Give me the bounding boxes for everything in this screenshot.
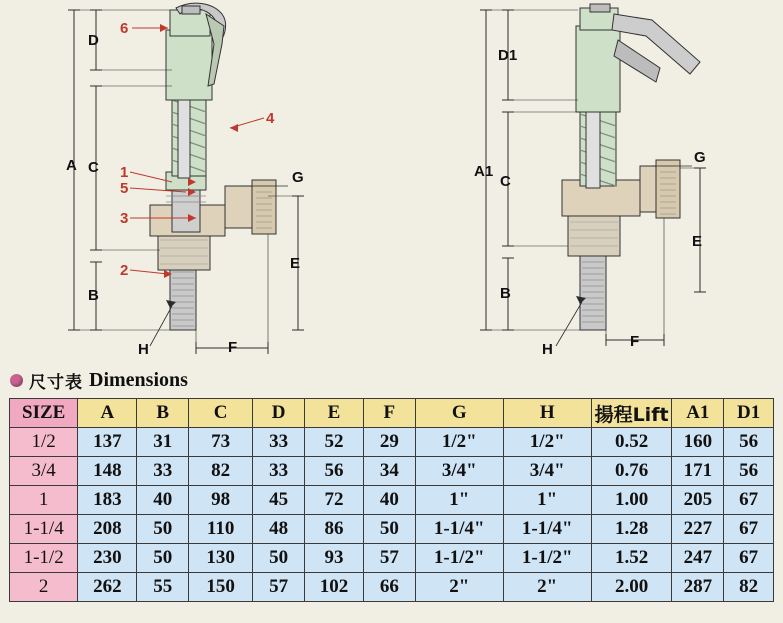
table-header-row	[10, 399, 774, 428]
callout-3: 3	[120, 210, 129, 227]
cell-size: 3/4	[10, 457, 78, 486]
cell-b: 33	[137, 457, 189, 486]
cell-d: 45	[253, 486, 305, 515]
cell-e: 52	[304, 428, 363, 457]
cell-d1: 56	[724, 428, 774, 457]
cell-c: 73	[189, 428, 253, 457]
header-d: D	[253, 399, 305, 428]
cell-h: 1-1/2"	[503, 544, 591, 573]
cell-g: 3/4"	[415, 457, 503, 486]
header-b: B	[137, 399, 189, 428]
cell-e: 93	[304, 544, 363, 573]
header-g: G	[415, 399, 503, 428]
cell-c: 150	[189, 573, 253, 602]
callout-2: 2	[120, 262, 129, 279]
cell-size: 1-1/4	[10, 515, 78, 544]
cell-size: 1-1/2	[10, 544, 78, 573]
label-B: B	[88, 287, 99, 304]
callout-1: 1	[120, 164, 129, 181]
header-size: SIZE	[10, 399, 78, 428]
header-d1: D1	[724, 399, 774, 428]
cell-f: 66	[363, 573, 415, 602]
cell-d: 33	[253, 428, 305, 457]
cell-a: 137	[78, 428, 137, 457]
cell-h: 1"	[503, 486, 591, 515]
header-a1: A1	[672, 399, 724, 428]
dimensions-table	[9, 398, 774, 602]
header-a: A	[78, 399, 137, 428]
cell-c: 110	[189, 515, 253, 544]
cell-b: 50	[137, 544, 189, 573]
cell-a: 183	[78, 486, 137, 515]
table-row	[10, 486, 774, 515]
label-A: A	[66, 157, 77, 174]
cell-c: 82	[189, 457, 253, 486]
cell-d: 33	[253, 457, 305, 486]
cell-a1: 160	[672, 428, 724, 457]
label-H-right: H	[542, 341, 553, 358]
label-D: D	[88, 32, 99, 49]
cell-e: 86	[304, 515, 363, 544]
cell-c: 130	[189, 544, 253, 573]
cell-a: 148	[78, 457, 137, 486]
label-F-right: F	[630, 333, 640, 350]
header-c: C	[189, 399, 253, 428]
label-G: G	[292, 169, 304, 186]
header-h: H	[503, 399, 591, 428]
cell-e: 72	[304, 486, 363, 515]
cell-h: 1-1/4"	[503, 515, 591, 544]
label-E: E	[290, 255, 301, 272]
header-lift: 揚程Lift	[591, 399, 672, 428]
cell-f: 29	[363, 428, 415, 457]
cell-c: 98	[189, 486, 253, 515]
callout-6: 6	[120, 20, 129, 37]
cell-f: 34	[363, 457, 415, 486]
cell-d1: 67	[724, 544, 774, 573]
table-row	[10, 515, 774, 544]
cell-f: 50	[363, 515, 415, 544]
cell-lift: 2.00	[591, 573, 672, 602]
cell-lift: 0.76	[591, 457, 672, 486]
cell-d1: 67	[724, 486, 774, 515]
cell-e: 56	[304, 457, 363, 486]
header-f: F	[363, 399, 415, 428]
cell-b: 31	[137, 428, 189, 457]
cell-size: 1	[10, 486, 78, 515]
label-H: H	[138, 341, 149, 358]
cell-f: 40	[363, 486, 415, 515]
label-C-right: C	[500, 173, 511, 190]
cell-d1: 82	[724, 573, 774, 602]
cell-a1: 205	[672, 486, 724, 515]
cell-a1: 227	[672, 515, 724, 544]
dimensions-heading	[10, 368, 188, 393]
cell-d: 57	[253, 573, 305, 602]
bullet-icon	[10, 374, 23, 387]
cell-d: 50	[253, 544, 305, 573]
label-E-right: E	[692, 233, 703, 250]
cell-d1: 56	[724, 457, 774, 486]
cell-a: 230	[78, 544, 137, 573]
heading-english: Dimensions	[89, 369, 188, 391]
cell-b: 40	[137, 486, 189, 515]
cell-d: 48	[253, 515, 305, 544]
header-e: E	[304, 399, 363, 428]
label-D1: D1	[498, 47, 518, 64]
cell-b: 55	[137, 573, 189, 602]
callout-4: 4	[266, 110, 275, 127]
cell-a1: 247	[672, 544, 724, 573]
cell-h: 2"	[503, 573, 591, 602]
label-C: C	[88, 159, 99, 176]
label-A1: A1	[474, 163, 494, 180]
cell-lift: 1.00	[591, 486, 672, 515]
cell-size: 2	[10, 573, 78, 602]
cell-g: 1/2"	[415, 428, 503, 457]
cell-size: 1/2	[10, 428, 78, 457]
table-row	[10, 573, 774, 602]
cell-g: 1-1/2"	[415, 544, 503, 573]
cell-lift: 1.52	[591, 544, 672, 573]
cell-lift: 0.52	[591, 428, 672, 457]
cell-g: 2"	[415, 573, 503, 602]
cell-a: 208	[78, 515, 137, 544]
label-G-right: G	[694, 149, 706, 166]
table-row	[10, 544, 774, 573]
cell-b: 50	[137, 515, 189, 544]
heading-chinese: 尺寸表	[29, 373, 83, 393]
cell-d1: 67	[724, 515, 774, 544]
table-row	[10, 428, 774, 457]
cell-a1: 287	[672, 573, 724, 602]
label-B-right: B	[500, 285, 511, 302]
cell-h: 1/2"	[503, 428, 591, 457]
cell-g: 1-1/4"	[415, 515, 503, 544]
cell-e: 102	[304, 573, 363, 602]
cell-a: 262	[78, 573, 137, 602]
callout-5: 5	[120, 180, 129, 197]
label-F: F	[228, 339, 238, 356]
cell-f: 57	[363, 544, 415, 573]
cell-lift: 1.28	[591, 515, 672, 544]
cell-a1: 171	[672, 457, 724, 486]
cell-g: 1"	[415, 486, 503, 515]
cell-h: 3/4"	[503, 457, 591, 486]
table-row	[10, 457, 774, 486]
